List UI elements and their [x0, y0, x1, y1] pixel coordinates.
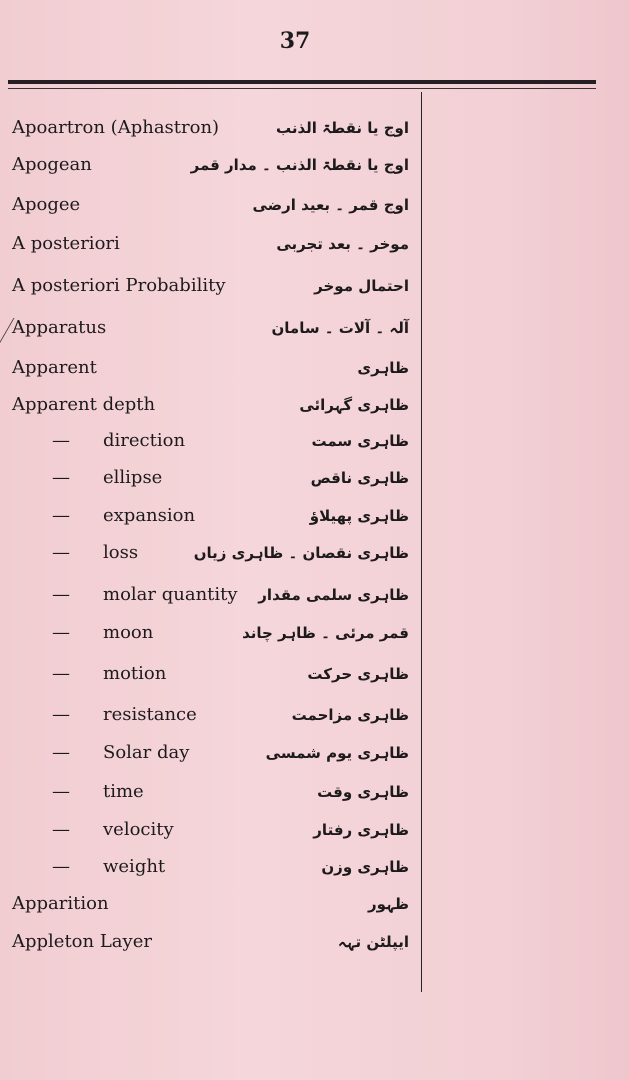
entry-urdu-translation: ظاہری وزن: [321, 858, 409, 876]
entry-dash: —: [52, 856, 70, 877]
entry-urdu-translation: ظاہری مزاحمت: [291, 706, 409, 724]
dictionary-entry: [0, 700, 421, 730]
header-rule: [8, 80, 596, 84]
entry-term: Apogean: [12, 154, 92, 175]
entry-urdu-translation: ظاہری گہرائی: [299, 396, 409, 414]
entry-dash: —: [52, 584, 70, 605]
entry-term: Apparent: [12, 357, 97, 378]
entry-term: A posteriori Probability: [12, 275, 226, 296]
entry-urdu-translation: ظاہری رفتار: [313, 821, 409, 839]
entry-urdu-translation: ظاہری پھیلاؤ: [309, 507, 409, 525]
entry-term: velocity: [103, 819, 174, 840]
dictionary-entry: [0, 463, 421, 493]
dictionary-entry: [0, 659, 421, 689]
entry-dash: —: [52, 622, 70, 643]
entry-urdu-translation: ظاہری سمت: [311, 432, 409, 450]
entry-urdu-translation: احتمال موخر: [314, 277, 409, 295]
dictionary-entry: [0, 313, 421, 343]
entry-term: weight: [103, 856, 166, 877]
entry-urdu-translation: اوج قمر ۔ بعید ارضی: [252, 196, 409, 214]
entry-term: molar quantity: [103, 584, 238, 605]
entry-urdu-translation: ظہور: [368, 895, 409, 913]
entry-term: Apparition: [12, 893, 109, 914]
dictionary-entry: [0, 113, 421, 143]
dictionary-entry: [0, 190, 421, 220]
entry-urdu-translation: موخر ۔ بعد تجربی: [276, 235, 409, 253]
entry-term: expansion: [103, 505, 196, 526]
dictionary-entry: [0, 889, 421, 919]
entry-term: resistance: [103, 704, 197, 725]
entry-term: time: [103, 781, 144, 802]
entry-term: motion: [103, 663, 167, 684]
header-rule-thin: [8, 88, 596, 89]
entry-dash: —: [52, 742, 70, 763]
entry-urdu-translation: ایپلٹن تہہ: [337, 933, 409, 951]
entry-term: Apparent depth: [12, 394, 156, 415]
entry-term: moon: [103, 622, 154, 643]
entry-urdu-translation: ظاہری نقصان ۔ ظاہری زیاں: [193, 544, 409, 562]
entry-urdu-translation: اوج یا نقطۃ الذنب ۔ مدار قمر: [190, 156, 409, 174]
entry-urdu-translation: ظاہری: [357, 359, 409, 377]
dictionary-entry: [0, 618, 421, 648]
dictionary-entry: [0, 150, 421, 180]
entry-urdu-translation: اوج یا نقطۃ الذنب: [276, 119, 409, 137]
entry-urdu-translation: ظاہری ناقص: [310, 469, 409, 487]
dictionary-entry: [0, 501, 421, 531]
dictionary-entry: [0, 229, 421, 259]
entry-term: loss: [103, 542, 139, 563]
entry-dash: —: [52, 819, 70, 840]
entry-term: Solar day: [103, 742, 190, 763]
entry-term: ellipse: [103, 467, 163, 488]
dictionary-entry: [0, 538, 421, 568]
entry-dash: —: [52, 704, 70, 725]
column-divider: [421, 92, 422, 992]
entry-term: Apparatus: [12, 317, 107, 338]
entry-urdu-translation: ظاہری یوم شمسی: [265, 744, 409, 762]
page-number: 37: [279, 28, 311, 54]
dictionary-entry: [0, 271, 421, 301]
entry-term: Apoartron (Aphastron): [12, 117, 220, 138]
entry-term: Appleton Layer: [12, 931, 152, 952]
entry-dash: —: [52, 467, 70, 488]
entry-term: A posteriori: [12, 233, 120, 254]
entry-urdu-translation: ظاہری سلمی مقدار: [258, 586, 409, 604]
dictionary-entry: [0, 927, 421, 957]
entry-urdu-translation: آلہ ۔ آلات ۔ سامان: [271, 319, 409, 337]
entry-urdu-translation: قمر مرئی ۔ ظاہر چاند: [242, 624, 409, 642]
entry-term: direction: [103, 430, 186, 451]
entry-dash: —: [52, 542, 70, 563]
entry-dash: —: [52, 781, 70, 802]
dictionary-entry: [0, 580, 421, 610]
dictionary-entry: [0, 777, 421, 807]
entry-urdu-translation: ظاہری وقت: [317, 783, 409, 801]
entry-dash: —: [52, 430, 70, 451]
dictionary-entry: [0, 426, 421, 456]
dictionary-entry: [0, 738, 421, 768]
dictionary-entry: [0, 390, 421, 420]
entry-term: Apogee: [12, 194, 81, 215]
entry-urdu-translation: ظاہری حرکت: [307, 665, 409, 683]
dictionary-entry: [0, 852, 421, 882]
dictionary-entry: [0, 815, 421, 845]
entry-dash: —: [52, 663, 70, 684]
entry-dash: —: [52, 505, 70, 526]
dictionary-entry: [0, 353, 421, 383]
